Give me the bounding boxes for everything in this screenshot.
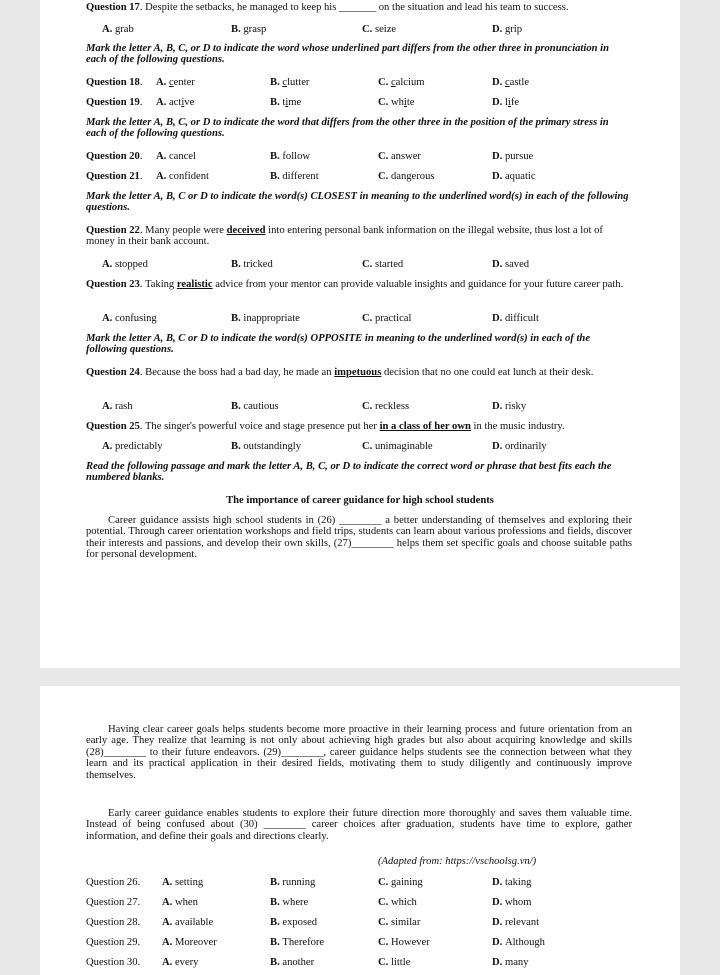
q26-option-a[interactable]: A. setting <box>162 877 204 888</box>
q24-option-d[interactable]: D. risky <box>492 401 527 412</box>
q20-option-c[interactable]: C. answer <box>378 151 421 162</box>
q26-option-c[interactable]: C. gaining <box>378 877 423 888</box>
q18-option-a[interactable]: A. center <box>156 77 195 88</box>
q29-option-a[interactable]: A. Moreover <box>162 937 217 948</box>
q26-option-b[interactable]: B. running <box>270 877 316 888</box>
q25-option-b[interactable]: B. outstandingly <box>231 441 302 452</box>
q28-option-b[interactable]: B. exposed <box>270 917 318 928</box>
q18-option-b[interactable]: B. clutter <box>270 77 310 88</box>
question-22: Question 22. Many people were deceived into entering personal bank information on the illegal website, thus lost a lot of money in their bank account. <box>86 225 603 248</box>
q19-option-d[interactable]: D. life <box>492 97 520 108</box>
question-20-number: Question 20. <box>86 151 143 162</box>
instruction-pronunciation: Mark the letter A, B, C, or D to indicate the word whose underlined part differs from the other three in pronunciation in each of the following questions. <box>86 43 609 66</box>
passage-paragraph-1: Career guidance assists high school students in (26) ________ a better understanding of themselves and exploring their potential. Through career orientation workshops and field trips, students can learn about various professions and fields, discover their interests and passions, and develop their own skills, (27)________ helps them set specific goals and choose suitable paths for personal development. <box>86 515 632 561</box>
q30-option-d[interactable]: D. many <box>492 957 529 968</box>
q25-option-d[interactable]: D. ordinarily <box>492 441 547 452</box>
passage-paragraph-3: Early career guidance enables students to explore their future direction more thoroughly and saves them valuable time. Instead of being confused about (30) ________ career choices after graduation, students have time to explore, gather information, and define their goals and directions clearly. <box>86 808 632 842</box>
q27-option-c[interactable]: C. which <box>378 897 417 908</box>
q17-option-a[interactable]: A. grab <box>102 24 134 35</box>
q24-option-b[interactable]: B. cautious <box>231 401 279 412</box>
passage-title: The importance of career guidance for high school students <box>226 495 494 506</box>
q21-option-b[interactable]: B. different <box>270 171 319 182</box>
q25-option-a[interactable]: A. predictably <box>102 441 163 452</box>
q22-option-c[interactable]: C. started <box>362 259 404 270</box>
question-23: Question 23. Taking realistic advice from your mentor can provide valuable insights and guidance for your future career path. <box>86 279 624 290</box>
q21-option-d[interactable]: D. aquatic <box>492 171 536 182</box>
q29-option-b[interactable]: B. Therefore <box>270 937 325 948</box>
q29-option-c[interactable]: C. However <box>378 937 430 948</box>
question-30-number: Question 30. <box>86 957 141 968</box>
q21-option-c[interactable]: C. dangerous <box>378 171 435 182</box>
q28-option-c[interactable]: C. similar <box>378 917 421 928</box>
q17-option-d[interactable]: D. grip <box>492 24 523 35</box>
q28-option-d[interactable]: D. relevant <box>492 917 540 928</box>
instruction-stress: Mark the letter A, B, C, or D to indicate the word that differs from the other three in the position of the primary stress in each of the following questions. <box>86 117 609 140</box>
question-19-number: Question 19. <box>86 97 143 108</box>
q27-option-d[interactable]: D. whom <box>492 897 532 908</box>
q30-option-b[interactable]: B. another <box>270 957 315 968</box>
instruction-closest: Mark the letter A, B, C or D to indicate the word(s) CLOSEST in meaning to the underlined word(s) in each of the following questions. <box>86 191 629 214</box>
q18-option-c[interactable]: C. calcium <box>378 77 425 88</box>
question-18-number: Question 18. <box>86 77 143 88</box>
question-number: Question 17 <box>86 2 140 13</box>
page-2 <box>40 686 680 975</box>
q28-option-a[interactable]: A. available <box>162 917 214 928</box>
question-26-number: Question 26. <box>86 877 141 888</box>
passage-paragraph-2: Having clear career goals helps students become more proactive in their learning process and future orientation from an early age. They realize that learning is not only about achieving high grades but also about acquiring knowledge and skills (28)________ to their future endeavors. (29)________, career guidance helps students see the connection between what they learn and its practical application in their desired fields, motivating them to study diligently and continuously improve themselves. <box>86 724 632 781</box>
q30-option-a[interactable]: A. every <box>162 957 199 968</box>
question-21-number: Question 21. <box>86 171 143 182</box>
q23-option-b[interactable]: B. inappropriate <box>231 313 300 324</box>
q29-option-d[interactable]: D. Although <box>492 937 545 948</box>
q20-option-d[interactable]: D. pursue <box>492 151 534 162</box>
q23-option-d[interactable]: D. difficult <box>492 313 539 324</box>
source-citation: (Adapted from: https://vschoolsg.vn/) <box>378 856 537 867</box>
q17-option-c[interactable]: C. seize <box>362 24 397 35</box>
q21-option-a[interactable]: A. confident <box>156 171 209 182</box>
q22-option-b[interactable]: B. tricked <box>231 259 273 270</box>
q23-option-a[interactable]: A. confusing <box>102 313 157 324</box>
q26-option-d[interactable]: D. taking <box>492 877 532 888</box>
q23-option-c[interactable]: C. practical <box>362 313 412 324</box>
question-28-number: Question 28. <box>86 917 141 928</box>
q30-option-c[interactable]: C. little <box>378 957 411 968</box>
instruction-passage: Read the following passage and mark the letter A, B, C, or D to indicate the correct word or phrase that best fits each the numbered blanks. <box>86 461 612 484</box>
question-29-number: Question 29. <box>86 937 141 948</box>
page-1 <box>40 0 680 668</box>
q20-option-a[interactable]: A. cancel <box>156 151 197 162</box>
q24-option-a[interactable]: A. rash <box>102 401 133 412</box>
q17-option-b[interactable]: B. grasp <box>231 24 267 35</box>
question-25: Question 25. The singer's powerful voice and stage presence put her in a class of her own in the music industry. <box>86 421 565 432</box>
q22-option-a[interactable]: A. stopped <box>102 259 148 270</box>
q19-option-b[interactable]: B. time <box>270 97 302 108</box>
q24-option-c[interactable]: C. reckless <box>362 401 410 412</box>
instruction-opposite: Mark the letter A, B, C or D to indicate the word(s) OPPOSITE in meaning to the underlined word(s) in each of the following questions. <box>86 333 591 356</box>
q19-option-a[interactable]: A. active <box>156 97 195 108</box>
q20-option-b[interactable]: B. follow <box>270 151 311 162</box>
question-27-number: Question 27. <box>86 897 141 908</box>
q27-option-a[interactable]: A. when <box>162 897 198 908</box>
question-17: Question 17. Despite the setbacks, he managed to keep his _______ on the situation and lead his team to success. <box>86 2 569 13</box>
question-24: Question 24. Because the boss had a bad day, he made an impetuous decision that no one could eat lunch at their desk. <box>86 367 594 378</box>
q22-option-d[interactable]: D. saved <box>492 259 530 270</box>
q27-option-b[interactable]: B. where <box>270 897 309 908</box>
q19-option-c[interactable]: C. white <box>378 97 415 108</box>
q18-option-d[interactable]: D. castle <box>492 77 530 88</box>
q25-option-c[interactable]: C. unimaginable <box>362 441 433 452</box>
